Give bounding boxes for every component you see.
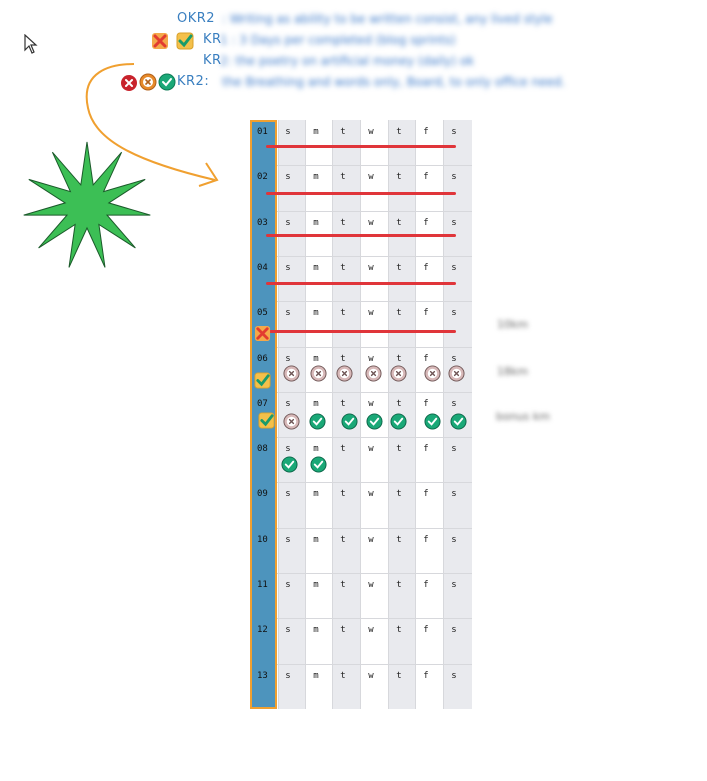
- grid-line: [250, 618, 472, 619]
- green-check-circle-icon: [450, 413, 467, 430]
- day-label: s: [285, 489, 291, 499]
- week-label: 05: [257, 308, 268, 318]
- day-label: t: [396, 399, 402, 409]
- day-label: t: [340, 671, 346, 681]
- kr2-blurred: 2: the poetry on artificial money (daily) ok: [220, 54, 475, 68]
- day-label: m: [313, 535, 319, 545]
- grid-line: [250, 664, 472, 665]
- week-label: 09: [257, 489, 268, 499]
- day-label: f: [423, 580, 429, 590]
- grid-line: [250, 437, 472, 438]
- grid-line: [360, 120, 361, 709]
- day-label: s: [285, 444, 291, 454]
- habit-tracker-grid: [250, 120, 472, 709]
- grid-line: [250, 256, 472, 257]
- grid-line: [415, 120, 416, 709]
- gray-x-circle-icon: [283, 365, 300, 382]
- gray-x-circle-icon: [336, 365, 353, 382]
- day-label: t: [396, 354, 402, 364]
- day-label: t: [396, 172, 402, 182]
- day-label: w: [368, 580, 374, 590]
- day-label: m: [313, 580, 319, 590]
- day-label: s: [451, 218, 457, 228]
- day-label: m: [313, 263, 319, 273]
- red-x-icon: [254, 325, 271, 342]
- day-label: s: [451, 308, 457, 318]
- day-label: m: [313, 489, 319, 499]
- strike-line: [266, 234, 456, 237]
- week-label: 12: [257, 625, 268, 635]
- day-label: f: [423, 671, 429, 681]
- day-label: t: [396, 127, 402, 137]
- week06-note: 18km: [497, 365, 529, 378]
- green-check-circle-icon: [309, 413, 326, 430]
- day-label: w: [368, 671, 374, 681]
- strike-line: [266, 282, 456, 285]
- day-label: s: [451, 399, 457, 409]
- day-label: s: [451, 172, 457, 182]
- day-label: f: [423, 263, 429, 273]
- week-label: 03: [257, 218, 268, 228]
- grid-line: [250, 211, 472, 212]
- day-label: m: [313, 671, 319, 681]
- grid-line: [443, 120, 444, 709]
- day-label: s: [285, 535, 291, 545]
- grid-line: [250, 482, 472, 483]
- green-star-icon: [22, 140, 152, 272]
- day-label: s: [285, 172, 291, 182]
- day-label: t: [340, 444, 346, 454]
- grid-line: [250, 347, 472, 348]
- gray-x-circle-icon: [424, 365, 441, 382]
- day-label: m: [313, 354, 319, 364]
- day-label: t: [340, 580, 346, 590]
- grid-line: [278, 120, 279, 709]
- mouse-pointer-icon: [24, 34, 38, 54]
- strike-line: [266, 145, 456, 148]
- day-label: t: [340, 625, 346, 635]
- day-label: t: [396, 580, 402, 590]
- week-label: 02: [257, 172, 268, 182]
- day-label: w: [368, 218, 374, 228]
- day-label: f: [423, 308, 429, 318]
- strike-line: [266, 330, 456, 333]
- grid-line: [250, 301, 472, 302]
- day-label: s: [451, 535, 457, 545]
- day-label: f: [423, 399, 429, 409]
- day-label: w: [368, 263, 374, 273]
- day-label: s: [451, 127, 457, 137]
- gray-x-circle-icon: [390, 365, 407, 382]
- day-label: s: [285, 354, 291, 364]
- red-x-icon: [151, 32, 169, 50]
- day-label: w: [368, 399, 374, 409]
- day-label: s: [451, 671, 457, 681]
- strike-line: [266, 192, 456, 195]
- grid-line: [250, 528, 472, 529]
- day-label: w: [368, 489, 374, 499]
- day-label: s: [451, 444, 457, 454]
- day-label: m: [313, 308, 319, 318]
- check-box-icon: [254, 372, 271, 389]
- day-label: m: [313, 444, 319, 454]
- day-label: s: [285, 263, 291, 273]
- day-label: w: [368, 535, 374, 545]
- day-label: w: [368, 172, 374, 182]
- day-label: f: [423, 172, 429, 182]
- kr2-label: KR: [203, 53, 222, 68]
- day-label: t: [340, 172, 346, 182]
- week-label: 06: [257, 354, 268, 364]
- day-label: t: [396, 218, 402, 228]
- day-label: s: [285, 580, 291, 590]
- day-label: s: [285, 308, 291, 318]
- day-label: f: [423, 444, 429, 454]
- day-label: s: [285, 399, 291, 409]
- week-label: 01: [257, 127, 268, 137]
- day-label: t: [396, 444, 402, 454]
- day-label: t: [396, 671, 402, 681]
- kr-main-blurred: the Breathing and words only, Board, to only office need.: [222, 75, 566, 89]
- grid-line: [250, 165, 472, 166]
- day-label: s: [451, 489, 457, 499]
- day-label: f: [423, 489, 429, 499]
- week-label: 11: [257, 580, 268, 590]
- day-label: s: [451, 625, 457, 635]
- check-box-icon: [176, 32, 194, 50]
- grid-line: [388, 120, 389, 709]
- gray-x-circle-icon: [365, 365, 382, 382]
- grid-line: [332, 120, 333, 709]
- day-label: t: [340, 489, 346, 499]
- day-label: f: [423, 625, 429, 635]
- gray-x-circle-icon: [310, 365, 327, 382]
- gray-x-circle-icon: [448, 365, 465, 382]
- week05-note: 10km: [497, 318, 529, 331]
- day-label: t: [340, 399, 346, 409]
- grid-line: [250, 573, 472, 574]
- kr1-label: KR: [203, 32, 222, 47]
- week-label: 13: [257, 671, 268, 681]
- day-label: m: [313, 625, 319, 635]
- day-label: w: [368, 308, 374, 318]
- day-label: t: [396, 489, 402, 499]
- day-label: t: [340, 127, 346, 137]
- day-label: s: [451, 354, 457, 364]
- day-label: w: [368, 625, 374, 635]
- day-label: w: [368, 354, 374, 364]
- day-label: f: [423, 535, 429, 545]
- green-check-circle-icon: [310, 456, 327, 473]
- grid-line: [250, 392, 472, 393]
- day-label: f: [423, 218, 429, 228]
- green-check-circle-icon: [281, 456, 298, 473]
- day-label: f: [423, 354, 429, 364]
- day-label: s: [285, 671, 291, 681]
- green-check-circle-icon: [341, 413, 358, 430]
- day-label: t: [340, 218, 346, 228]
- check-box-icon: [258, 412, 275, 429]
- day-label: w: [368, 127, 374, 137]
- okr-title-label: OKR2: [177, 11, 216, 26]
- day-label: t: [340, 263, 346, 273]
- day-label: s: [285, 625, 291, 635]
- day-label: t: [396, 625, 402, 635]
- gray-x-circle-icon: [283, 413, 300, 430]
- grid-line: [305, 120, 306, 709]
- day-label: w: [368, 444, 374, 454]
- week-label: 07: [257, 399, 268, 409]
- day-label: t: [340, 535, 346, 545]
- week-label: 10: [257, 535, 268, 545]
- day-label: m: [313, 218, 319, 228]
- green-check-circle-icon: [366, 413, 383, 430]
- week07-note: bonus km: [496, 410, 550, 423]
- week-label: 08: [257, 444, 268, 454]
- day-label: s: [285, 218, 291, 228]
- day-label: f: [423, 127, 429, 137]
- green-check-circle-icon: [390, 413, 407, 430]
- kr1-blurred: 1 : 3 Days per completed (blog sprints): [220, 33, 456, 47]
- day-label: s: [285, 127, 291, 137]
- kr-main-label: KR2:: [177, 74, 210, 89]
- day-label: t: [396, 263, 402, 273]
- day-label: m: [313, 127, 319, 137]
- day-label: m: [313, 399, 319, 409]
- day-label: s: [451, 580, 457, 590]
- green-check-circle-icon: [424, 413, 441, 430]
- day-label: t: [396, 308, 402, 318]
- week-label: 04: [257, 263, 268, 273]
- day-label: t: [396, 535, 402, 545]
- day-label: m: [313, 172, 319, 182]
- day-label: t: [340, 354, 346, 364]
- day-label: t: [340, 308, 346, 318]
- day-label: s: [451, 263, 457, 273]
- okr-title-blurred: : Writing as ability to be written consist, any lived style: [222, 12, 553, 26]
